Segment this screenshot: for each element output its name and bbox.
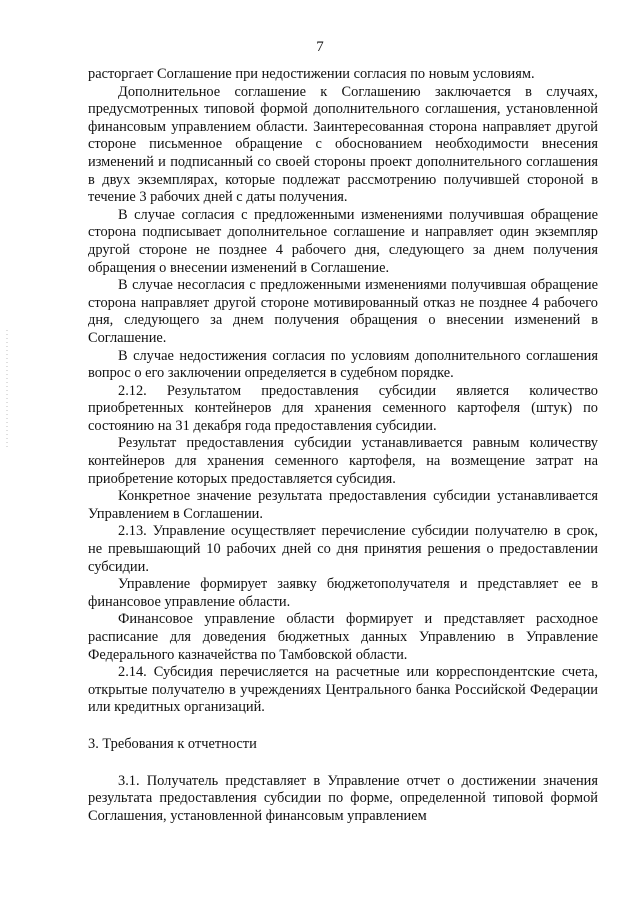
paragraph-finance-schedule: Финансовое управление области формирует и представляет расходное расписание для доведения бюджетных данных Управлению в Управление Федерального казначейства по Тамбовской области. [88,611,598,663]
section-heading: 3. Требования к отчетности [88,735,257,752]
paragraph-result-value: Конкретное значение результата предоставления субсидии устанавливается Управлением в Соглашении. [88,488,598,522]
paragraph-budget-request: Управление формирует заявку бюджетополучателя и представляет ее в финансовое управление области. [88,576,598,610]
paragraph-disagreement-case: В случае несогласия с предложенными изменениями получившая обращение сторона направляет другой стороне мотивированный отказ не позднее 4 рабочего дня, следующего за днем получения обращения о внесении изменений в Соглашение. [88,277,598,346]
paragraph-no-agreement-case: В случае недостижения согласия по условиям дополнительного соглашения вопрос о его заключении определяется в судебном порядке. [88,347,598,382]
paragraph-result-equals: Результат предоставления субсидии устанавливается равным количеству контейнеров для хранения семенного картофеля, на возмещение затрат на приобретение которых предоставляется субсидия. [88,435,598,487]
document-body [88,66,598,825]
page-number: 7 [316,39,324,55]
paragraph-2-13: 2.13. Управление осуществляет перечисление субсидии получателю в срок, не превышающий 10 рабочих дней со дня принятия решения о предоставлении субсидии. [88,523,598,575]
paragraph-2-12: 2.12. Результатом предоставления субсидии является количество приобретенных контейнеров для хранения семенного картофеля (штук) по состоянию на 31 декабря года предоставления субсидии. [88,382,598,434]
paragraph-2-14: 2.14. Субсидия перечисляется на расчетные или корреспондентские счета, открытые получателю в учреждениях Центрального банка Российской Федерации или кредитных организаций. [88,664,598,716]
paragraph-consent-case: В случае согласия с предложенными изменениями получившая обращение сторона подписывает дополнительное соглашение и направляет один экземпляр другой стороне не позднее 4 рабочего дня, следующего за днем получения обращения о внесении изменений в Соглашение. [88,206,598,276]
paragraph-continuation: расторгает Соглашение при недостижении согласия по новым условиям. [88,66,535,82]
margin-scan-marks [6,330,8,450]
paragraph-additional-agreement: Дополнительное соглашение к Соглашению заключается в случаях, предусмотренных типовой формой дополнительного соглашения, установленной финансовым управлением области. Заинтересованная сторона направляет другой стороне письменное обращение с обоснованием необходимости внесения изменений и подписанный со своей стороны проект дополнительного соглашения в двух экземплярах, которые подлежат рассмотрению получившей стороной в течение 3 рабочих дней с даты получения. [88,83,598,206]
paragraph-3-1: 3.1. Получатель представляет в Управление отчет о достижении значения результата предоставления субсидии по форме, определенной типовой формой Соглашения, установленной финансовым управлением [88,772,598,824]
